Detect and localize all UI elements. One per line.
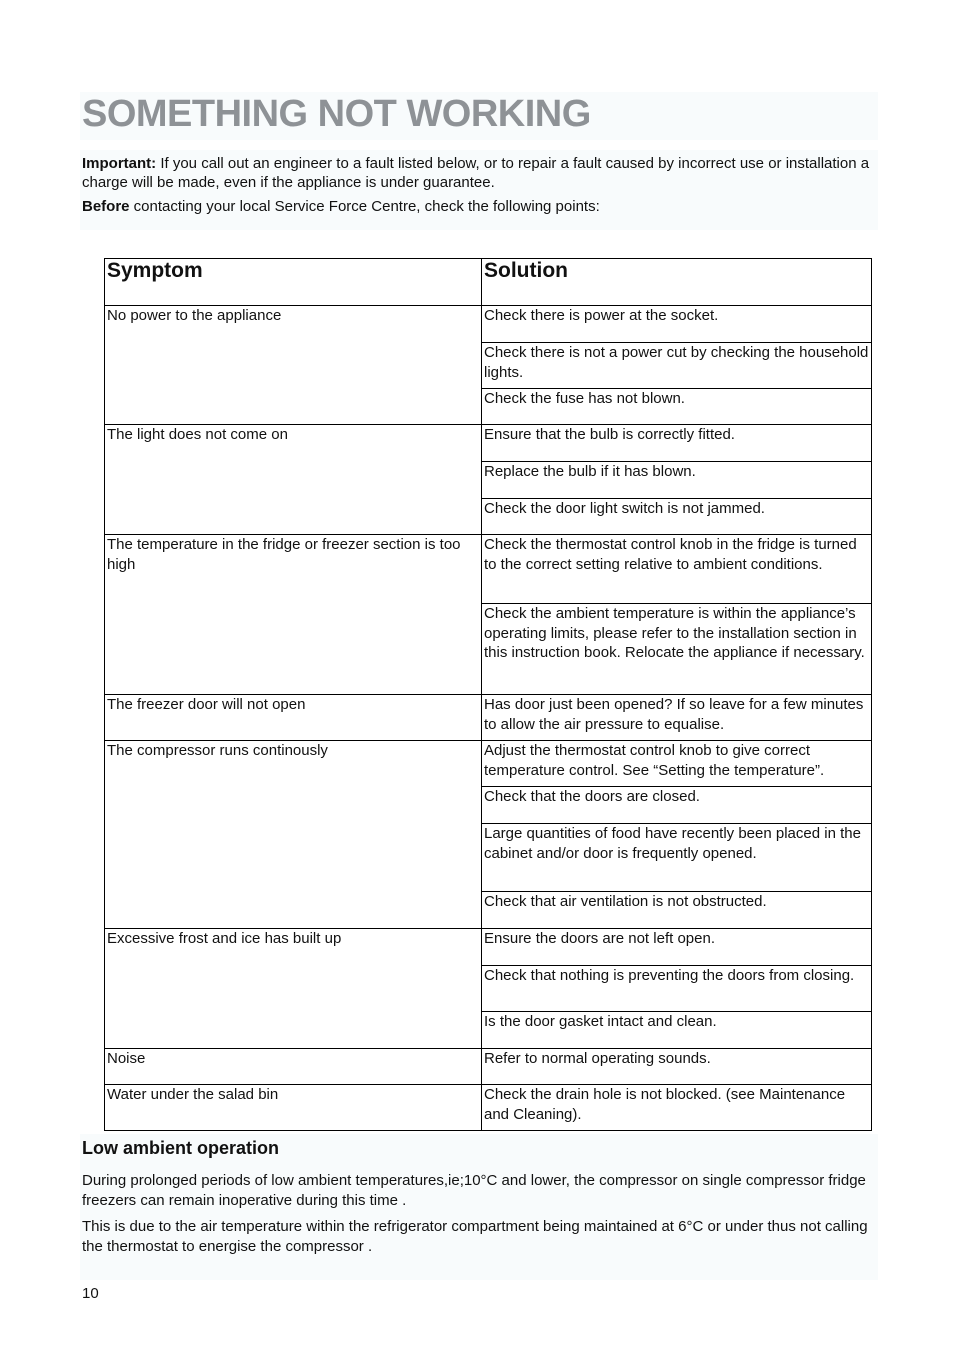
symptom-cell: The freezer door will not open <box>105 695 482 741</box>
table-row <box>105 535 872 604</box>
table-row <box>105 695 872 741</box>
table-row <box>105 425 872 462</box>
solution-cell: Check that air ventilation is not obstructed. <box>482 892 872 929</box>
solution-cell: Check that the doors are closed. <box>482 787 872 824</box>
solution-cell: Check the drain hole is not blocked. (see Maintenance and Cleaning). <box>482 1085 872 1131</box>
solution-cell: Check the thermostat control knob in the fridge is turned to the correct setting relative to ambient conditions. <box>482 535 872 604</box>
solution-cell: Refer to normal operating sounds. <box>482 1049 872 1085</box>
symptom-cell: Noise <box>105 1049 482 1085</box>
table-body <box>105 306 872 1131</box>
important-label: Important: <box>82 155 157 172</box>
low-ambient-heading: Low ambient operation <box>82 1138 280 1158</box>
symptom-cell: The temperature in the fridge or freezer section is too high <box>105 535 482 695</box>
page-number: 10 <box>82 1285 99 1302</box>
solution-cell: Adjust the thermostat control knob to give correct temperature control. See “Setting the temperature”. <box>482 741 872 787</box>
symptom-cell: The light does not come on <box>105 425 482 535</box>
important-note <box>82 154 872 192</box>
solution-header: Solution <box>482 259 872 306</box>
solution-cell: Check there is power at the socket. <box>482 306 872 343</box>
table-row <box>105 929 872 966</box>
solution-cell: Is the door gasket intact and clean. <box>482 1012 872 1049</box>
solution-cell: Ensure that the bulb is correctly fitted. <box>482 425 872 462</box>
before-note <box>82 197 872 216</box>
solution-cell: Check the fuse has not blown. <box>482 389 872 425</box>
table-row <box>105 741 872 787</box>
before-label: Before <box>82 198 130 215</box>
before-text: contacting your local Service Force Centre, check the following points: <box>129 198 600 215</box>
symptom-cell: The compressor runs continously <box>105 741 482 929</box>
symptom-header: Symptom <box>105 259 482 306</box>
symptom-cell: Excessive frost and ice has built up <box>105 929 482 1049</box>
low-ambient-para-1: During prolonged periods of low ambient temperatures,ie;10°C and lower, the compressor on single compressor fridge freezers can remain inoperative during this time . <box>82 1172 866 1209</box>
solution-cell: Check the door light switch is not jammed. <box>482 499 872 535</box>
table-row <box>105 1085 872 1131</box>
solution-cell: Replace the bulb if it has blown. <box>482 462 872 499</box>
symptom-cell: Water under the salad bin <box>105 1085 482 1131</box>
table-header-row <box>105 259 872 306</box>
table-row <box>105 1049 872 1085</box>
solution-cell: Large quantities of food have recently been placed in the cabinet and/or door is frequently opened. <box>482 824 872 892</box>
troubleshooting-table <box>104 258 872 1131</box>
solution-cell: Has door just been opened? If so leave for a few minutes to allow the air pressure to equalise. <box>482 695 872 741</box>
low-ambient-para-2: This is due to the air temperature within the refrigerator compartment being maintained at 6°C or under thus not calling the thermostat to energise the compressor . <box>82 1218 868 1255</box>
solution-cell: Check the ambient temperature is within the appliance’s operating limits, please refer to the installation section in this instruction book. Relocate the appliance if necessary. <box>482 604 872 695</box>
important-text: If you call out an engineer to a fault listed below, or to repair a fault caused by incorrect use or installation a charge will be made, even if the appliance is under guarantee. <box>82 155 870 191</box>
solution-cell: Ensure the doors are not left open. <box>482 929 872 966</box>
table-row <box>105 306 872 343</box>
solution-cell: Check that nothing is preventing the doors from closing. <box>482 966 872 1012</box>
solution-cell: Check there is not a power cut by checking the household lights. <box>482 343 872 389</box>
symptom-cell: No power to the appliance <box>105 306 482 425</box>
page-title: SOMETHING NOT WORKING <box>82 93 591 135</box>
